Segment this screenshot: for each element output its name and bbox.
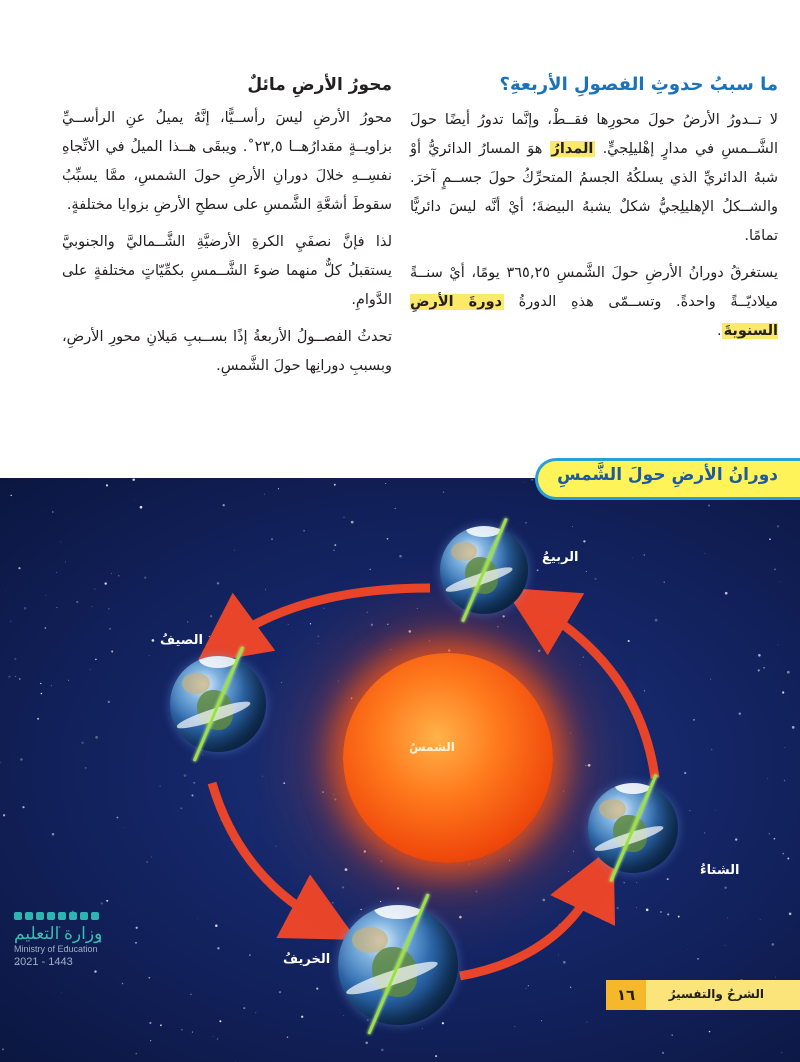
sun bbox=[343, 653, 553, 863]
earth-orbit-figure bbox=[0, 478, 800, 1062]
hemispheres-paragraph: لذا فإنَّ نصفَيِ الكرةِ الأرضيَّةِ الشَّــماليَّ والجنوبيَّ يستقبلُ كلٌّ منهما ضوءَ الشَّــمسِ بكمِّيّاتٍ مختلفةٍ على الدَّوامِ. bbox=[62, 234, 392, 308]
revolution-text-start: يستغرقُ دورانُ الأرضِ حولَ الشَّمسِ ٣٦٥,٢٥ يومًا، أيْ سنــةً ميلاديّــةً واحدةً. وتســمّى هذهِ الدورةُ bbox=[410, 265, 778, 310]
figure-title-banner bbox=[535, 458, 800, 500]
orbit-paragraph bbox=[410, 106, 778, 251]
figure-title: دورانُ الأرضِ حولَ الشَّمسِ bbox=[557, 465, 778, 485]
winter-label: الشتاءُ bbox=[700, 863, 740, 878]
page-number: ١٦ bbox=[606, 980, 646, 1010]
section-label: الشرحُ والتفسيرُ bbox=[668, 987, 764, 1001]
annual-cycle-term-highlight: دورةَ الأرضِ السنويةَ bbox=[410, 294, 778, 339]
axis-tilt-heading: محورُ الأرضِ مائلٌ bbox=[247, 75, 392, 95]
autumn-label: الخريفُ bbox=[283, 952, 331, 967]
orbit-term-highlight: المدارُ bbox=[551, 141, 594, 157]
edition-year: 2021 - 1443 bbox=[14, 956, 73, 968]
sun-label: الشمسُ bbox=[409, 740, 455, 754]
revolution-paragraph bbox=[410, 259, 778, 346]
orbit-arrow-winter-to-spring bbox=[535, 606, 655, 778]
orbit-text-end: هوَ المسارُ الدائريُّ أوْ شبهُ الدائريِّ الذي يسلكُهُ الجسمُ المتحرِّكُ حولَ جســمٍ آخرَ. والشــكلُ الإهليلِجيُّ شكلٌ يشبهُ البيضةَ؛ أيْ أنَّه ليسَ دائريًّا تمامًا. bbox=[410, 141, 778, 244]
axis-tilt-paragraph: محورُ الأرضِ ليسَ رأســيًّا، إنَّهُ يميلُ عنِ الرأســيِّ بزاويــةٍ مقدارُهــا ٢٣,٥˚. ويبقَى هــذا الميلُ في الاتِّجاهِ نفسِــهِ خلالَ دورانِ الأرضِ حولَ الشمسِ، ممَّا يسبِّبُ سقوطَ أشعَّةِ الشَّمسِ على سطحِ الأرضِ بزوايا مختلفةٍ. bbox=[62, 110, 392, 213]
orbit-arrow-summer-to-autumn bbox=[212, 783, 325, 923]
orbit-arrow-autumn-to-winter bbox=[460, 878, 598, 976]
seasons-cause-heading: ما سببُ حدوثِ الفصولِ الأربعةِ؟ bbox=[499, 74, 778, 95]
seasons-conclusion-paragraph: تحدثُ الفصــولُ الأربعةُ إذًا بســببِ مَيلانِ محورِ الأرضِ، وبسببِ دورانِها حولَ الشَّمسِ. bbox=[62, 329, 392, 374]
summer-label: الصيفُ bbox=[160, 633, 203, 648]
orbit-arrow-spring-to-summer bbox=[225, 588, 430, 643]
ministry-name-en: Ministry of Education bbox=[14, 944, 98, 954]
orbit-text-start: لا تــدورُ الأرضُ حولَ محورِها فقــطْ، وإنَّما تدورُ أيضًا حولَ الشَّــمسِ في مدارٍ إهْليلِجيٍّ. bbox=[410, 112, 778, 157]
ministry-name-ar: وزارة التعليم bbox=[14, 924, 103, 943]
left-text-column bbox=[62, 70, 392, 389]
ministry-logo bbox=[14, 912, 124, 968]
ministry-logo-mark bbox=[14, 912, 124, 920]
revolution-text-end: . bbox=[716, 323, 722, 339]
spring-label: الربيعُ bbox=[542, 550, 579, 565]
right-text-column bbox=[410, 70, 778, 354]
